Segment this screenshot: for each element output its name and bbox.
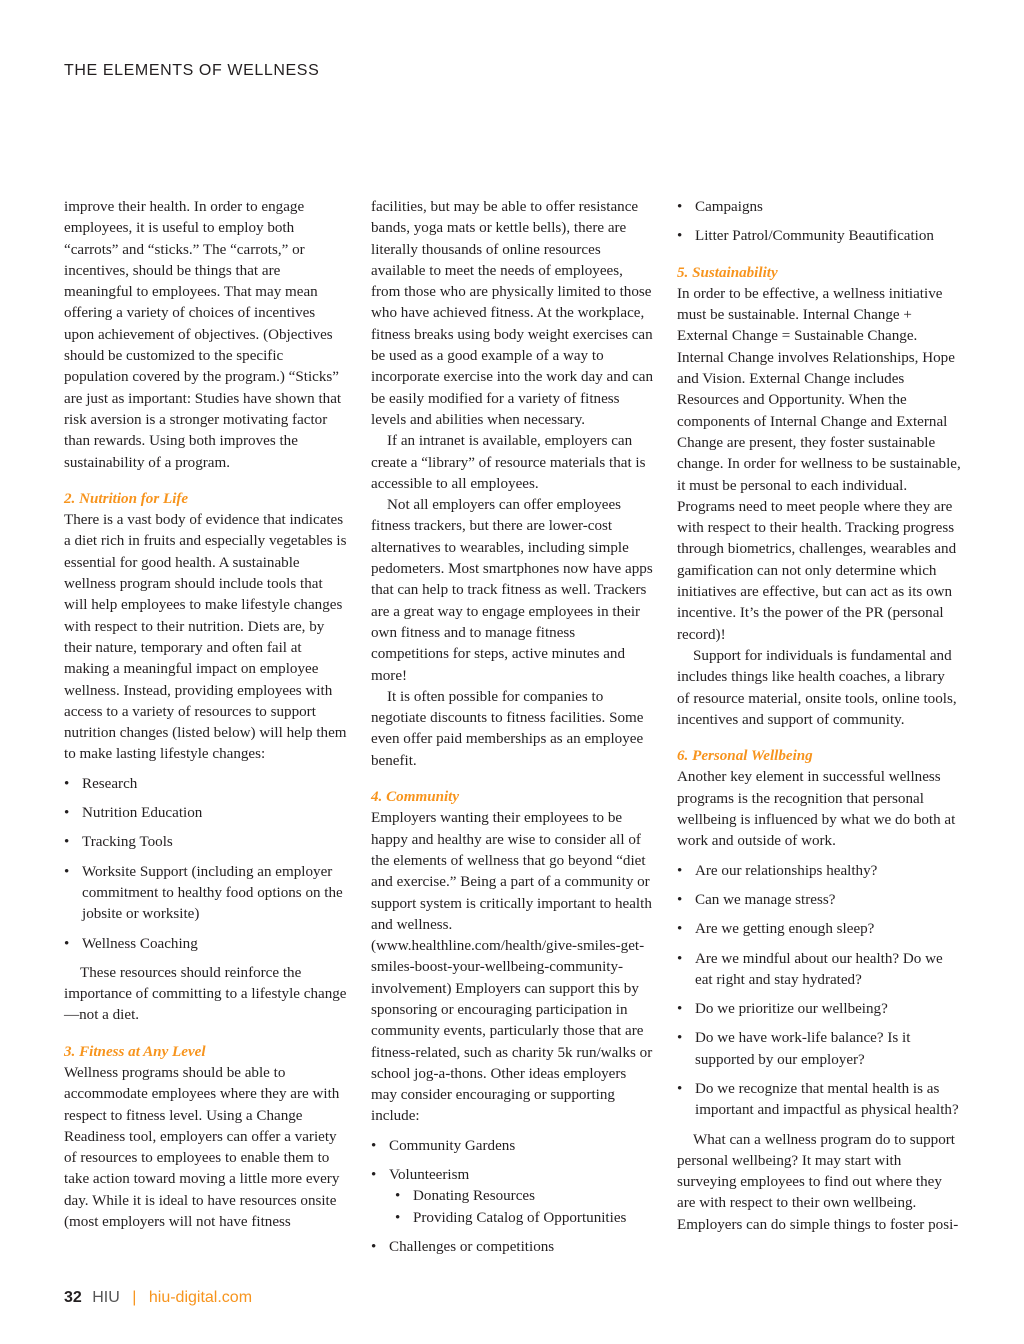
page-footer <box>64 1289 252 1307</box>
list-item-text: Are we getting enough sleep? <box>695 921 875 938</box>
list-item <box>371 1136 655 1157</box>
paragraph: Another key element in successful wellness programs is the recognition that personal wellbeing is influenced by what we do both at work and outside of work. <box>677 769 956 850</box>
list-item <box>677 890 961 911</box>
paragraph: facilities, but may be able to offer resistance bands, yoga mats or kettle bells), there are literally thousands of online resources available to meet the needs of employees, from those who are physically limited to those who have achieved fitness. At the workplace, fitness breaks using body weight exercises can be used as a good example of a way to incorporate exercise into the work day and can be easily modified for a variety of fitness levels and abilities when necessary. <box>371 199 654 428</box>
list-item <box>64 774 348 795</box>
bullet-icon: • <box>395 1209 401 1226</box>
bullet-icon: • <box>64 805 70 822</box>
bullet-list <box>371 1136 655 1258</box>
bullet-icon: • <box>677 891 683 908</box>
section-header: THE ELEMENTS OF WELLNESS <box>64 62 320 79</box>
paragraph: It is often possible for companies to negotiate discounts to fitness facilities. Some even offer paid memberships as an employee benefit. <box>371 688 644 769</box>
list-item-text: Can we manage stress? <box>695 891 836 908</box>
section-heading: 3. Fitness at Any Level <box>64 1043 206 1060</box>
bullet-icon: • <box>64 834 70 851</box>
list-item-text: Worksite Support (including an employer commitment to healthy food options on the jobsite or worksite) <box>82 863 343 923</box>
list-item-text: Do we recognize that mental health is as important and impactful as physical health? <box>695 1080 959 1119</box>
list-item-text: Community Gardens <box>389 1137 516 1154</box>
list-item <box>677 919 961 940</box>
bullet-icon: • <box>677 862 683 879</box>
list-item <box>677 197 961 218</box>
bullet-icon: • <box>64 935 70 952</box>
list-item-text: Are we mindful about our health? Do we eat right and stay hydrated? <box>695 950 943 988</box>
sub-list-item-text: Donating Resources <box>413 1188 535 1205</box>
magazine-name: HIU <box>92 1289 120 1306</box>
list-item-text: Do we prioritize our wellbeing? <box>695 1001 888 1018</box>
bullet-icon: • <box>677 1080 683 1097</box>
sub-list-item-text: Providing Catalog of Opportunities <box>413 1209 627 1226</box>
list-item <box>64 832 348 853</box>
bullet-list <box>677 197 961 248</box>
list-item-text: Campaigns <box>695 199 763 215</box>
section-heading: 6. Personal Wellbeing <box>677 748 813 765</box>
list-item <box>371 1237 655 1258</box>
list-item <box>677 949 961 992</box>
list-item-text: Litter Patrol/Community Beautification <box>695 228 934 245</box>
list-item-text: Tracking Tools <box>82 834 173 851</box>
list-item <box>64 862 348 926</box>
website-link[interactable]: hiu-digital.com <box>148 1289 253 1306</box>
article-column-3 <box>677 197 961 1236</box>
paragraph: These resources should reinforce the importance of committing to a lifestyle change—not a diet. <box>64 964 347 1024</box>
bullet-icon: • <box>371 1137 377 1154</box>
bullet-list <box>677 861 961 1122</box>
list-item-text: Do we have work-life balance? Is it supported by our employer? <box>695 1030 911 1068</box>
list-item <box>677 861 961 882</box>
list-item <box>677 1028 961 1071</box>
bullet-icon: • <box>371 1167 377 1184</box>
list-item-text: Wellness Coaching <box>82 935 198 952</box>
paragraph: Wellness programs should be able to accommodate employees where they are with respect to fitness level. Using a Change Readiness tool, employers can offer a variety of resources to employees to enable them to take action toward moving a little more every day. While it is ideal to have resources onsite (most employers will not have fitness <box>64 1064 340 1231</box>
bullet-icon: • <box>677 228 683 245</box>
list-item-text: Volunteerism <box>389 1167 470 1184</box>
paragraph: There is a vast body of evidence that indicates a diet rich in fruits and especially vegetables is essential for good health. A sustainable wellness program should include tools that will help employees to make lifestyle changes with respect to their nutrition. Diets are, by their nature, temporary and often fail at making a meaningful impact on employee wellness. Instead, providing employees with access to a variety of resources to support nutrition changes (listed below) will help them to make lasting lifestyle changes: <box>64 512 347 763</box>
list-item-text: Are our relationships healthy? <box>695 862 878 879</box>
section-heading: 2. Nutrition for Life <box>64 490 189 507</box>
list-item <box>64 934 348 955</box>
article-column-2 <box>371 197 655 1266</box>
bullet-icon: • <box>64 775 70 792</box>
bullet-icon: • <box>64 863 70 880</box>
paragraph: If an intranet is available, employers can create a “library” of resource materials that is accessible to all employees. <box>371 433 646 492</box>
list-item-text: Challenges or competitions <box>389 1238 555 1255</box>
paragraph: Not all employers can offer employees fitness trackers, but there are lower-cost alternatives to wearables, including simple pedometers. Most smartphones now have apps that can help to track fitness as well. Trackers are a great way to engage employees in their own fitness and to manage fitness competitions for steps, active minutes and more! <box>371 497 653 684</box>
list-item <box>64 803 348 824</box>
section-heading: 4. Community <box>371 789 460 806</box>
paragraph: Support for individuals is fundamental and includes things like health coaches, a library of resource material, onsite tools, online tools, incentives and support of community. <box>677 647 957 728</box>
list-item-text: Nutrition Education <box>82 805 203 822</box>
bullet-icon: • <box>677 921 683 938</box>
bullet-icon: • <box>677 1030 683 1047</box>
article-column-1 <box>64 197 348 1233</box>
paragraph: In order to be effective, a wellness initiative must be sustainable. Internal Change + External Change = Sustainable Change. Internal Change involves Relationships, Hope and Vision. External Change includes Resources and Opportunity. When the components of Internal Change and External Change are present, they foster sustainable change. In order for wellness to be sustainable, it must be personal to each individual. Programs need to meet people where they are with respect to their health. Tracking progress through biometrics, challenges, wearables and gamification can not only determine which initiatives are effective, but can act as its own incentive. It’s the power of the PR (personal record)! <box>677 285 961 643</box>
paragraph: improve their health. In order to engage employees, it is useful to employ both “carrots” and “sticks.” The “carrots,” or incentives, should be things that are meaningful to employees. That may mean offering a variety of choices of incentives upon achievement of objectives. (Objectives should be customized to the specific population covered by the program.) “Sticks” are just as important: Studies have shown that risk aversion is a stronger motivating factor than rewards. Using both improves the sustainability of a program. <box>64 199 342 471</box>
section-heading: 5. Sustainability <box>677 264 778 281</box>
list-item-text: Research <box>82 775 138 792</box>
bullet-list <box>64 774 348 955</box>
footer-separator: | <box>132 1289 137 1306</box>
sub-list <box>389 1186 655 1229</box>
list-item <box>677 226 961 247</box>
page-number: 32 <box>64 1289 82 1306</box>
sub-list-item <box>395 1186 655 1207</box>
bullet-icon: • <box>677 199 683 215</box>
sub-list-item <box>395 1208 655 1229</box>
list-item <box>677 999 961 1020</box>
paragraph: Employers wanting their employees to be happy and healthy are wise to consider all of the elements of wellness that go beyond “diet and exercise.” Being a part of a community or support system is critically important to health and wellness. (www.healthline.com/health/give-smiles-get-smiles-boost-your-wellbeing-community-involvement) Employers can support this by sponsoring or encouraging participation in community events, particularly those that are fitness-related, such as charity 5k run/walks or school jog-a-thons. Other ideas employers may consider encouraging or supporting include: <box>371 810 653 1125</box>
bullet-icon: • <box>371 1238 377 1255</box>
bullet-icon: • <box>677 950 683 967</box>
bullet-icon: • <box>395 1188 401 1205</box>
bullet-icon: • <box>677 1001 683 1018</box>
paragraph: What can a wellness program do to support personal wellbeing? It may start with surveying employees to find out where they are with respect to their own wellbeing. Employers can do simple things to foster posi- <box>677 1131 959 1233</box>
list-item <box>677 1079 961 1122</box>
list-item <box>371 1165 655 1229</box>
